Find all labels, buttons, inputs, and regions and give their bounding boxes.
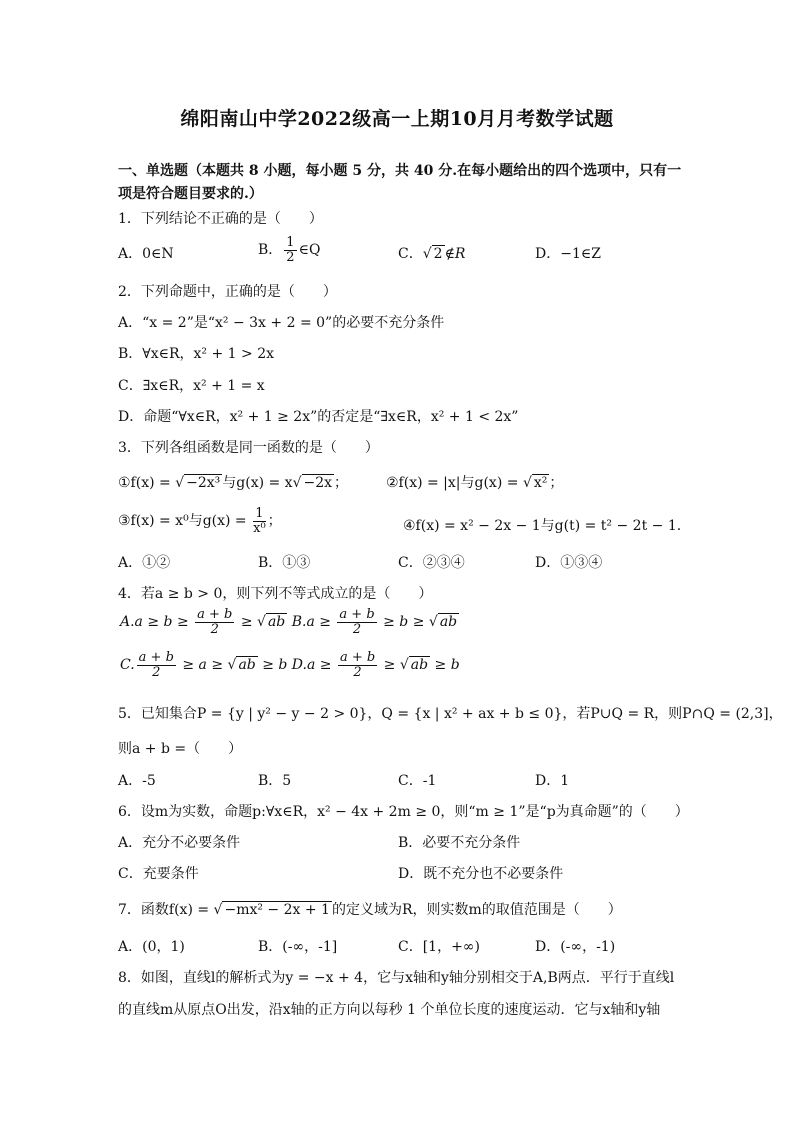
section-heading-line1: 一、单选题（本题共 8 小题，每小题 5 分，共 40 分.在每小题给出的四个选项中，只有一 (118, 163, 682, 179)
q4-option-d-fraction (338, 651, 377, 679)
q3-option-c: C．②③④ (398, 555, 465, 571)
q2-option-d: D．命题“∀x∈R，x² + 1 ≥ 2x”的否定是“∃x∈R，x² + 1 < 2x” (118, 409, 519, 425)
q1-option-b-denominator: 2 (286, 249, 295, 265)
q3-pair-3-numerator: 1 (253, 507, 266, 522)
q1-option-b-suffix: ∈Q (298, 242, 321, 259)
q4-option-d-numerator: a + b (339, 650, 376, 665)
q4-option-c-denominator: 2 (152, 664, 161, 680)
q3-option-b: B．①③ (258, 555, 311, 571)
q7-stem-radicand: −mx² − 2x + 1 (224, 902, 330, 918)
q4-option-b-radicand: ab (439, 614, 458, 631)
q3-pair-1: ①f(x) = √ −2x³ 与g(x) = x√ −2x ； (118, 475, 349, 491)
q4-option-b-fraction (337, 608, 376, 636)
section-heading-line2: 项是符合题目要求的.） (118, 186, 263, 202)
q4-stem: 4．若a ≥ b > 0，则下列不等式成立的是（ ） (118, 586, 433, 602)
q5-option-b: B．5 (258, 773, 292, 789)
q1-option-b (258, 236, 320, 264)
q1-option-c: C．√ 2 ∉R (398, 246, 466, 262)
q1-option-c-suffix: ∉R (444, 246, 466, 262)
q3-pair-3 (118, 507, 282, 535)
q7-stem-prefix: 7．函数f(x) = (118, 902, 214, 918)
q6-option-b: B．必要不充分条件 (398, 835, 521, 851)
q5-option-c: C．-1 (398, 773, 437, 789)
q3-pair-2: ②f(x) = |x|与g(x) = √ x² ； (386, 475, 564, 491)
q4-option-d-middle: ≥ (379, 657, 400, 674)
q5-option-a: A．-5 (118, 773, 156, 789)
q3-option-a: A．①② (118, 555, 171, 571)
exam-title: 绵阳南山中学2022级高一上期10月月考数学试题 (180, 108, 614, 130)
q4-option-a-radicand: ab (267, 614, 286, 631)
q2-option-c: C．∃x∈R，x² + 1 = x (118, 378, 265, 394)
q3-stem: 3．下列各组函数是同一函数的是（ ） (118, 440, 379, 456)
q3-pair-3-prefix: ③f(x) = x⁰与g(x) = (118, 513, 252, 530)
q7-option-c: C．[1，+∞) (398, 939, 480, 955)
q1-option-c-radicand: 2 (433, 246, 443, 262)
q6-option-a: A．充分不必要条件 (118, 835, 241, 851)
q3-pair-1-middle: 与g(x) = x (222, 475, 293, 491)
q8-stem-line2: 的直线m从原点O出发，沿x轴的正方向以每秒 1 个单位长度的速度运动．它与x轴和y轴 (118, 1002, 661, 1018)
q6-stem: 6．设m为实数，命题p:∀x∈R，x² − 4x + 2m ≥ 0，则“m ≥ 1”是“p为真命题”的（ ） (118, 804, 689, 820)
q6-option-d: D．既不充分也不必要条件 (398, 866, 564, 882)
q4-option-a-numerator: a + b (197, 607, 233, 622)
q1-option-c-prefix: C． (398, 246, 423, 262)
q7-option-d: D．(-∞，-1) (535, 939, 616, 955)
q1-option-b-prefix: B． (258, 242, 283, 259)
q4-option-a-middle: ≥ (236, 614, 258, 631)
q4-option-c-fraction (137, 651, 176, 679)
q4-option-d-denominator: 2 (353, 664, 362, 680)
q3-pair-2-radicand: x² (533, 475, 548, 491)
q4-option-b-middle: ≥ b ≥ (378, 614, 429, 631)
q7-stem: 7．函数f(x) = √ −mx² − 2x + 1 的定义域为R，则实数m的取值范围是（ ） (118, 902, 622, 918)
q4-option-c-middle: ≥ a ≥ (177, 657, 228, 674)
q3-pair-1-radicand: −2x³ (186, 475, 221, 491)
q7-stem-suffix: 的定义域为R，则实数m的取值范围是（ ） (331, 902, 622, 918)
q3-pair-3-fraction (253, 507, 266, 535)
q3-pair-1-radicand-2: −2x (303, 475, 333, 491)
q4-options-ab: A.a ≥ b ≥ $\frac{a + b}{2}$ ≥ √ ab B.a ≥ $\frac{a + b}{2}$ ≥ b ≥ √ ab (120, 607, 458, 637)
q4-option-a-fraction (195, 608, 234, 636)
q2-option-b: B．∀x∈R，x² + 1 > 2x (118, 346, 275, 362)
q4-option-b-denominator: 2 (352, 621, 362, 637)
q1-option-b-fraction (284, 236, 296, 264)
q5-option-d: D．1 (535, 773, 570, 789)
q1-stem: 1．下列结论不正确的是（ ） (118, 211, 323, 227)
q4-options-cd: C. $\frac{a + b}{2}$ ≥ a ≥ √ ab ≥ b D.a ≥ $\frac{a + b}{2}$ ≥ √ ab ≥ b (120, 650, 460, 680)
q4-option-d-end: ≥ b (430, 657, 460, 674)
q4-option-b-numerator: a + b (339, 607, 375, 622)
q3-pair-4: ④f(x) = x² − 2x − 1与g(t) = t² − 2t − 1. (403, 518, 682, 534)
q1-option-d: D．−1∈Z (535, 246, 601, 262)
q4-option-c-radicand: ab (238, 657, 256, 674)
q4-option-b-prefix: B.a ≥ (287, 614, 336, 631)
q7-option-a: A．(0，1) (118, 939, 185, 955)
q1-option-a: A．0∈N (118, 246, 174, 262)
q8-stem-line1: 8．如图，直线l的解析式为y = −x + 4，它与x轴和y轴分别相交于A,B两点．平行于直线l (118, 970, 675, 986)
q3-pair-2-prefix: ②f(x) = |x|与g(x) = (386, 475, 523, 491)
q3-pair-2-end: ； (549, 475, 564, 491)
q4-option-d-radicand: ab (410, 657, 429, 674)
q3-pair-3-denominator: x⁰ (253, 520, 266, 536)
q4-option-a-denominator: 2 (210, 621, 219, 637)
q4-option-c-numerator: a + b (138, 650, 174, 665)
q3-pair-1-end: ； (334, 475, 349, 491)
q4-option-c-end: ≥ b (257, 657, 288, 674)
q4-option-d-prefix: D.a ≥ (287, 657, 336, 674)
q5-stem: 5．已知集合P = {y | y² − y − 2 > 0}，Q = {x | x² + ax + b ≤ 0}，若P∪Q = R，则P∩Q = (2,3]， (118, 706, 783, 722)
q3-pair-3-end: ； (267, 513, 282, 530)
q2-option-a: A．“x = 2”是“x² − 3x + 2 = 0”的必要不充分条件 (118, 315, 445, 331)
q3-pair-1-prefix: ①f(x) = (118, 475, 176, 491)
q7-option-b: B．(-∞，-1] (258, 939, 338, 955)
q5-stem-2: 则a + b =（ ） (118, 741, 243, 757)
q1-option-b-numerator: 1 (286, 235, 295, 250)
q4-option-c-prefix: C. (120, 657, 135, 674)
q6-option-c: C．充要条件 (118, 866, 199, 882)
q2-stem: 2．下列命题中，正确的是（ ） (118, 284, 337, 300)
q4-option-a-prefix: A.a ≥ b ≥ (120, 614, 194, 631)
q3-option-d: D．①③④ (535, 555, 603, 571)
